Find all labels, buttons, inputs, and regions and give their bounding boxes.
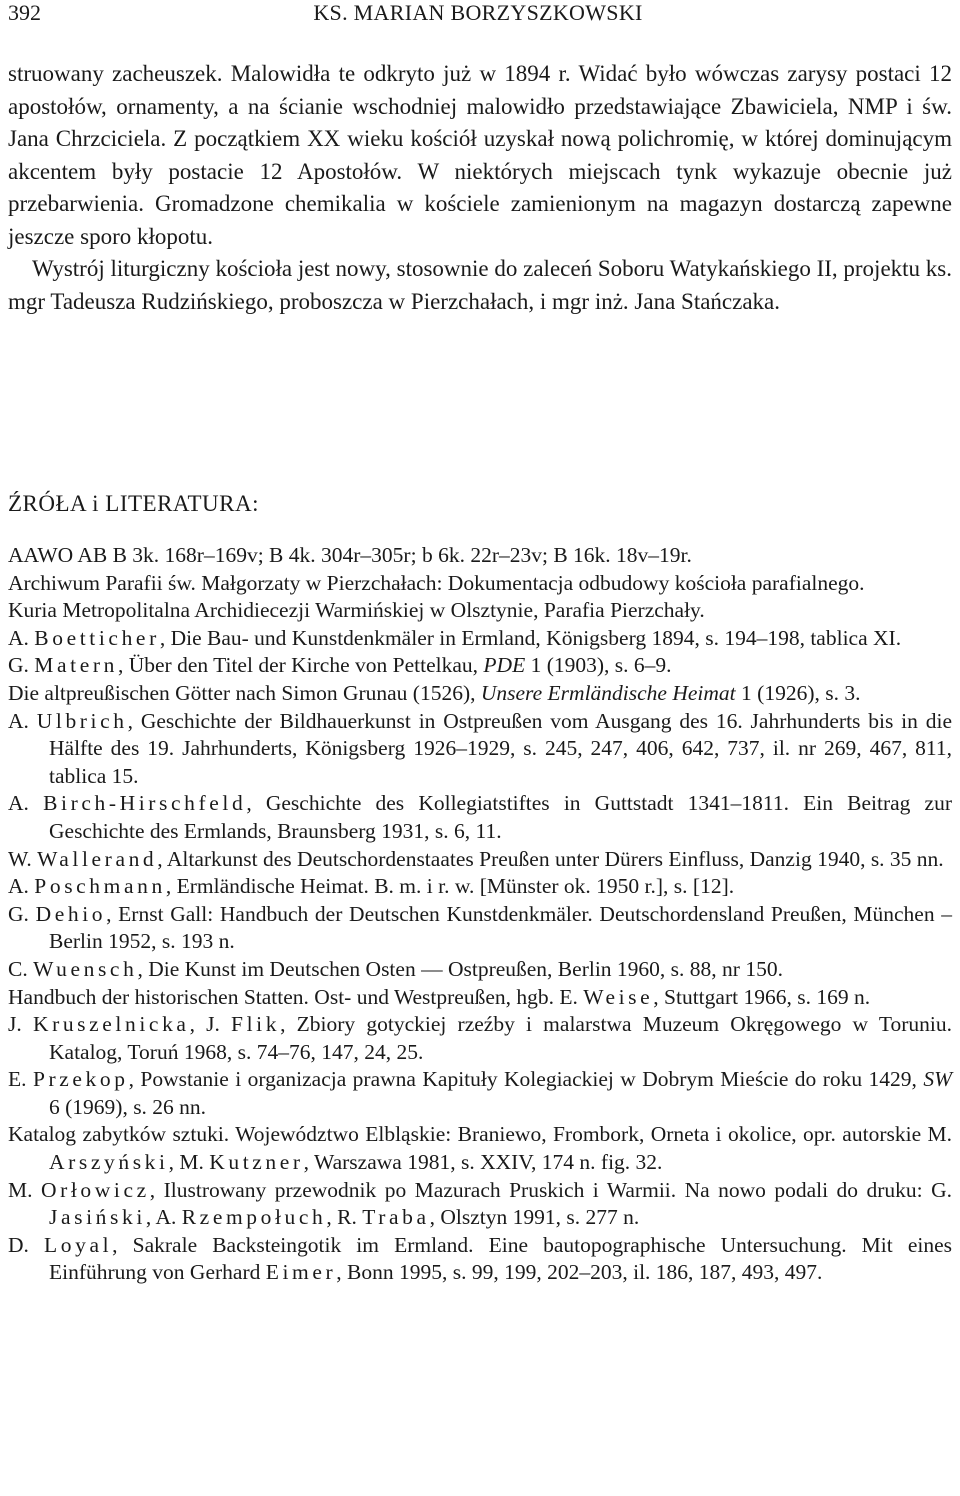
reference-item: D. Loyal, Sakrale Backsteingotik im Ermland. Eine bautopographische Untersuchung. Mit eines Einführung von Gerhard Eimer, Bonn 1995, s. 99, 199, 202–203, il. 186, 187, 493, 497.	[8, 1232, 953, 1285]
reference-item: Archiwum Parafii św. Małgorzaty w Pierzchałach: Dokumentacja odbudowy kościoła parafialnego.	[8, 570, 865, 595]
reference-author: Kruszelnicka	[32, 1012, 190, 1037]
reference-author: Eimer	[265, 1260, 337, 1285]
reference-author: Boetticher	[34, 625, 160, 650]
reference-item: Katalog zabytków sztuki. Województwo Elbląskie: Braniewo, Frombork, Orneta i okolice, opr. autorskie M. Arszyński, M. Kutzner, Warszawa 1981, s. XXIV, 174 n. fig. 32.	[8, 1122, 952, 1175]
reference-author: Arszyński	[49, 1150, 169, 1175]
reference-item: A. Boetticher, Die Bau- und Kunstdenkmäler in Ermland, Königsberg 1894, s. 194–198, tablica XI.	[8, 625, 902, 650]
reference-item: G. Matern, Über den Titel der Kirche von Pettelkau, PDE 1 (1903), s. 6–9.	[8, 653, 672, 678]
reference-item: AAWO AB B 3k. 168r–169v; B 4k. 304r–305r; b 6k. 22r–23v; B 16k. 18v–19r.	[8, 543, 692, 567]
reference-author: Jasiński	[49, 1205, 146, 1230]
reference-author: Poschmann	[34, 874, 166, 899]
reference-item: Die altpreußischen Götter nach Simon Grunau (1526), Unsere Ermländische Heimat 1 (1926), s. 3.	[8, 680, 861, 705]
reference-author: Rzempołuch	[181, 1205, 327, 1230]
body-text	[8, 58, 952, 318]
reference-item: W. Wallerand, Altarkunst des Deutschordenstaates Preußen unter Dürers Einfluss, Danzig 1940, s. 35 nn.	[8, 846, 944, 871]
reference-author: Przekop	[32, 1067, 129, 1092]
reference-item: C. Wuensch, Die Kunst im Deutschen Osten — Ostpreußen, Berlin 1960, s. 88, nr 150.	[8, 956, 783, 981]
reference-item: A. Poschmann, Ermländische Heimat. B. m. i r. w. [Münster ok. 1950 r.], s. [12].	[8, 874, 735, 899]
reference-item: A. Birch-Hirschfeld, Geschichte des Kollegiatstiftes in Guttstadt 1341–1811. Ein Beitrag zur Geschichte des Ermlands, Braunsberg 1931, s. 6, 11.	[8, 791, 953, 843]
reference-author: Weise	[583, 984, 654, 1009]
reference-item: E. Przekop, Powstanie i organizacja prawna Kapituły Kolegiackiej w Dobrym Mieście do roku 1429, SW 6 (1969), s. 26 nn.	[8, 1067, 953, 1119]
reference-author: Dehio	[35, 901, 107, 926]
references-list	[8, 542, 952, 1287]
reference-item: Handbuch der historischen Statten. Ost- und Westpreußen, hgb. E. Weise, Stuttgart 1966, s. 169 n.	[8, 984, 871, 1009]
reference-author: Flik	[231, 1012, 281, 1037]
page-header	[8, 0, 948, 30]
reference-item: Kuria Metropolitalna Archidiecezji Warmińskiej w Olsztynie, Parafia Pierzchały.	[8, 598, 705, 623]
reference-author: Wuensch	[33, 956, 138, 981]
reference-author: Wallerand	[37, 846, 158, 871]
reference-item: A. Ulbrich, Geschichte der Bildhauerkunst in Ostpreußen vom Ausgang des 16. Jahrhunderts bis in die Hälfte des 19. Jahrhunderts, Königsberg 1926–1929, s. 245, 247, 406, 642, 737, il. nr 269, 467, 811, tablica 15.	[8, 708, 953, 788]
reference-author: Ulbrich	[36, 708, 128, 733]
journal-title: Unsere Ermländische Heimat	[480, 680, 736, 705]
reference-item: G. Dehio, Ernst Gall: Handbuch der Deutschen Kunstdenkmäler. Deutschordensland Preußen, München – Berlin 1952, s. 193 n.	[8, 901, 952, 954]
page-number: 392	[8, 0, 41, 25]
body-paragraph: struowany zacheuszek. Malowidła te odkryto już w 1894 r. Widać było wówczas zarysy postaci 12 apostołów, ornamenty, a na ścianie wschodniej malowidło przedstawiające Zbawiciela, NMP i św. Jana Chrzciciela. Z początkiem XX wieku kościół uzyskał nową polichromię, w której dominującym akcentem były postacie 12 Apostołów. W niektórych miejscach tynk wykazuje obecnie już przebarwienia. Gromadzone chemikalia w kościele zamienionym na magazyn dostarczą zapewne jeszcze sporo kłopotu.	[8, 61, 952, 249]
reference-author: Matern	[34, 653, 118, 678]
reference-author: Traba	[362, 1205, 430, 1230]
reference-author: Kutzner	[209, 1150, 304, 1175]
journal-title: SW	[923, 1067, 953, 1092]
reference-item: J. Kruszelnicka, J. Flik, Zbiory gotyckiej rzeźby i malarstwa Muzeum Okręgowego w Toruniu. Katalog, Toruń 1968, s. 74–76, 147, 24, 25.	[8, 1012, 952, 1064]
running-title: KS. MARIAN BORZYSZKOWSKI	[313, 0, 643, 25]
sources-heading: ŹRÓŁA i LITERATURA:	[8, 491, 259, 516]
body-paragraph: Wystrój liturgiczny kościoła jest nowy, stosownie do zaleceń Soboru Watykańskiego II, projektu ks. mgr Tadeusza Rudzińskiego, proboszcza w Pierzchałach, i mgr inż. Jana Stańczaka.	[8, 256, 952, 314]
reference-author: Loyal	[44, 1232, 113, 1257]
journal-title: PDE	[483, 653, 526, 678]
reference-item: M. Orłowicz, Ilustrowany przewodnik po Mazurach Pruskich i Warmii. Na nowo podali do druku: G. Jasiński, A. Rzempołuch, R. Traba, Olsztyn 1991, s. 277 n.	[8, 1177, 953, 1230]
reference-author: Orłowicz	[40, 1177, 150, 1202]
reference-author: Birch-Hirschfeld	[43, 791, 247, 816]
